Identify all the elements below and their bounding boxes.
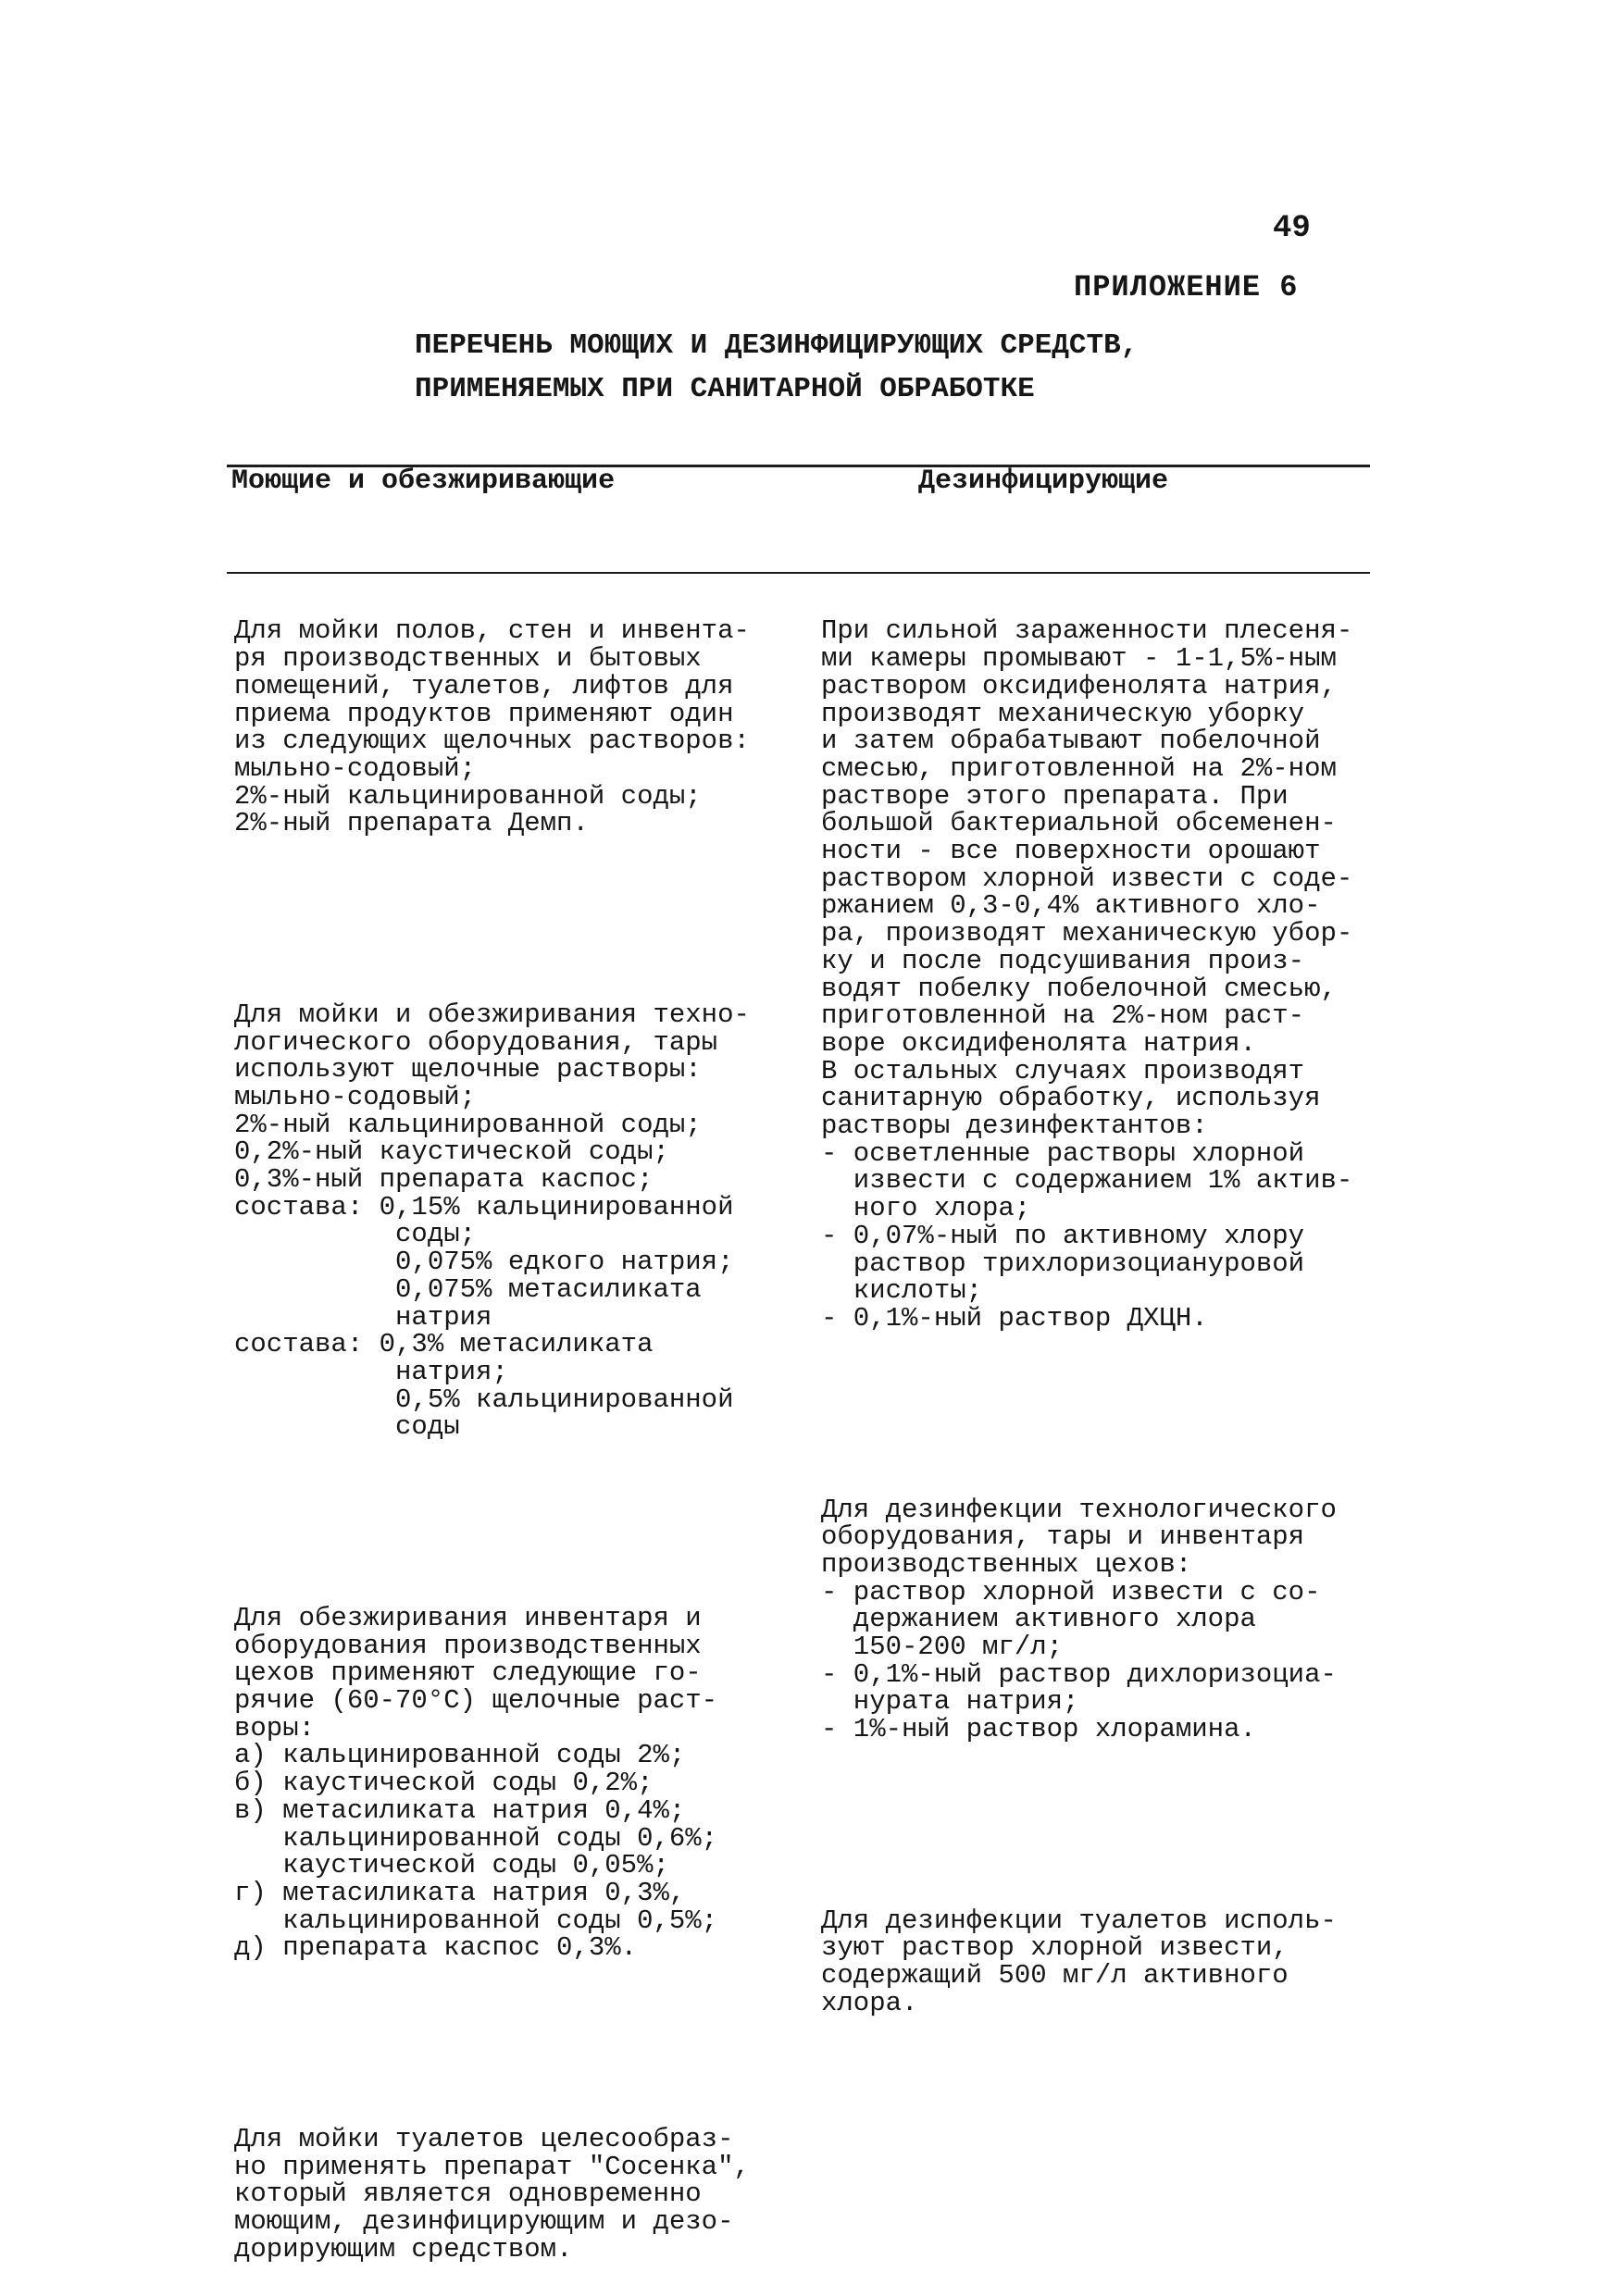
- left-paragraph-2: Для мойки и обезжиривания техно- логического оборудования, тары используют щелочные растворы: мыльно-содовый; 2%-ный кальцинированной соды; 0,2%-ный каустической соды; 0,3%-ный препарата каспос; состава: 0,15% кальцинированной соды; 0,075% едкого натрия; 0,075% метасиликата натрия состава: 0,3% метасиликата натрия; 0,5% кальцинированной соды: [234, 999, 750, 1443]
- left-paragraph-4: Для мойки туалетов целесообраз- но применять препарат "Сосенка", который является одновременно моющим, дезинфицирующим и дезо- дорирующим средством.: [234, 2123, 750, 2265]
- title-line-1: ПЕРЕЧЕНЬ МОЮЩИХ И ДЕЗИНФИЦИРУЮЩИХ СРЕДСТВ,: [415, 329, 1139, 362]
- left-column-header: Моющие и обезжиривающие: [231, 465, 616, 497]
- page-number: 49: [1273, 211, 1311, 246]
- right-paragraph-3: Для дезинфекции туалетов исполь- зуют раствор хлорной извести, содержащий 500 мг/л активного хлора.: [821, 1905, 1337, 2018]
- right-paragraph-2: Для дезинфекции технологического оборудования, тары и инвентаря производственных цехов: - раствор хлорной извести с со- держанием активного хлора 150-200 мг/л; - 0,1%-ный раствор дихлоризоциа- нурата натрия; - 1%-ный раствор хлорамина.: [821, 1494, 1337, 1745]
- right-paragraph-1: При сильной зараженности плесеня- ми камеры промывают - 1-1,5%-ным раствором оксидифенолята натрия, производят механическую уборку и затем обрабатывают побелочной смесью, приготовленной на 2%-ном растворе этого препарата. При большой бактериальной обсеменен- ности - все поверхности орошают раствором хлорной извести с соде- ржанием 0,3-0,4% активного хло- ра, производят механическую убор- ку и после подсушивания произ- водят побелку побелочной смесью, приготовленной на 2%-ном раст- воре оксидифенолята натрия. В остальных случаях производят санитарную обработку, используя растворы дезинфектантов: - осветленные растворы хлорной извести с содержанием 1% актив- ного хлора; - 0,07%-ный по активному хлору раствор трихлоризоциануровой кислоты; - 0,1%-ный раствор ДХЦН.: [821, 615, 1353, 1334]
- left-column: [234, 563, 750, 2290]
- document-title: [415, 324, 1138, 411]
- right-column: [821, 563, 1352, 2044]
- right-column-header: Дезинфицирующие: [918, 465, 1169, 497]
- left-paragraph-1: Для мойки полов, стен и инвента- ря производственных и бытовых помещений, туалетов, лифтов для приема продуктов применяют один из следующих щелочных растворов: мыльно-содовый; 2%-ный кальцинированной соды; 2%-ный препарата Демп.: [234, 615, 750, 839]
- left-paragraph-3: Для обезжиривания инвентаря и оборудования производственных цехов применяют следующие го- рячие (60-70°С) щелочные раст- воры: а) кальцинированной соды 2%; б) каустической соды 0,2%; в) метасиликата натрия 0,4%; кальцинированной соды 0,6%; каустической соды 0,05%; г) метасиликата натрия 0,3%, кальцинированной соды 0,5%; д) препарата каспос 0,3%.: [234, 1602, 718, 1964]
- title-line-2: ПРИМЕНЯЕМЫХ ПРИ САНИТАРНОЙ ОБРАБОТКЕ: [415, 373, 1035, 405]
- appendix-label: ПРИЛОЖЕНИЕ 6: [1074, 270, 1299, 304]
